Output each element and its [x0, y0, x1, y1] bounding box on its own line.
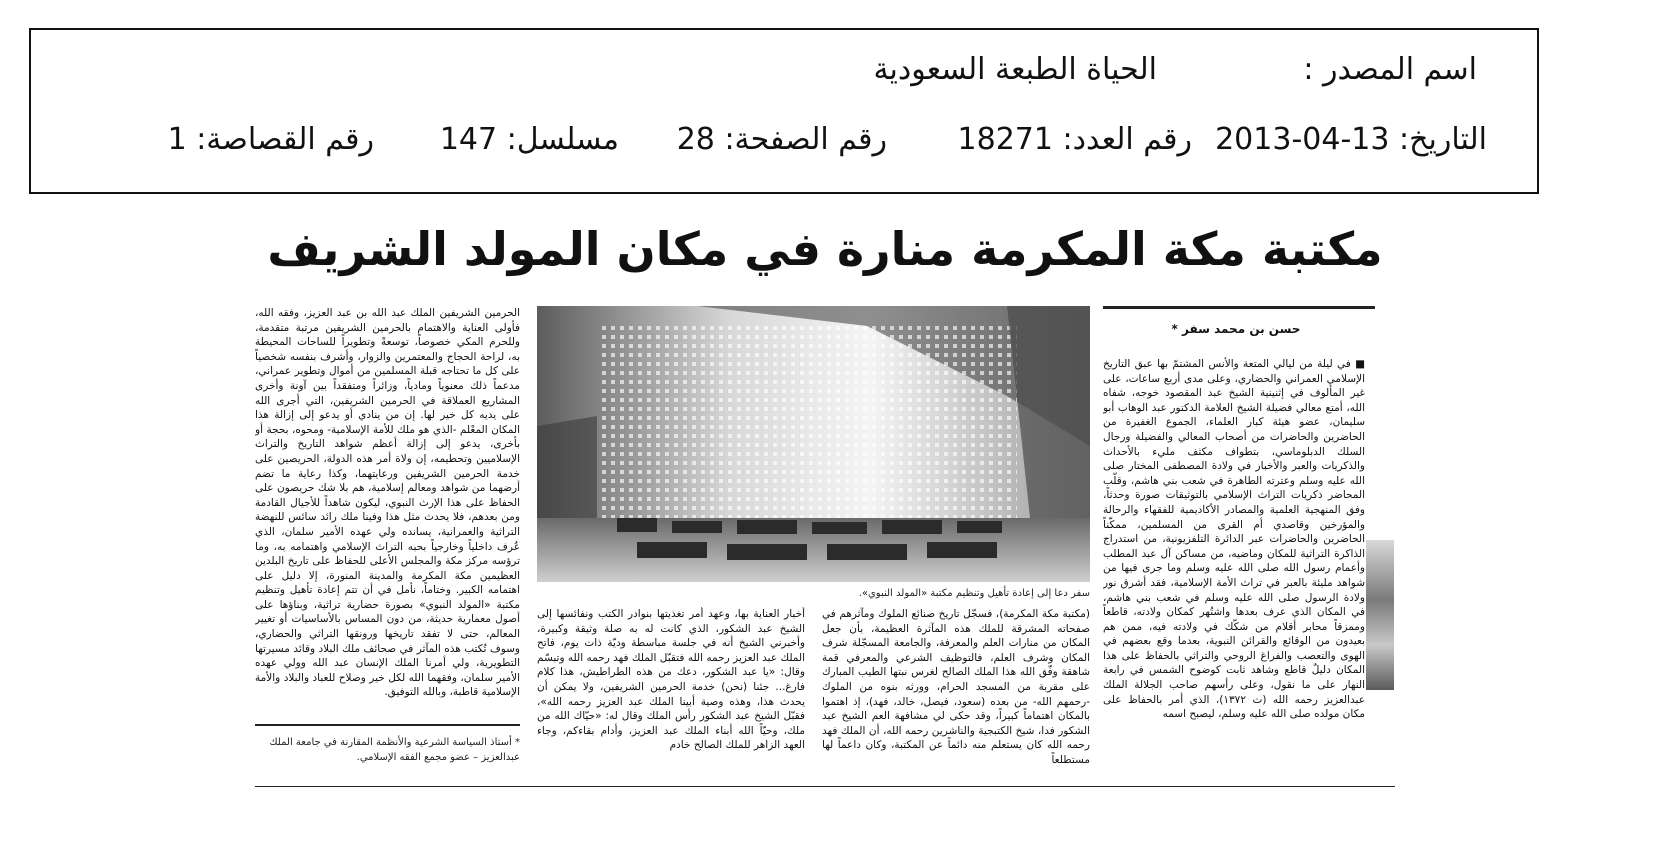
article-column-left: الحرمين الشريفين الملك عبد الله بن عبد العزيز، وفقه الله، فأولى العناية والاهتمام بالحرمين الشريفين مرتبة متقدمة، وللحرم المكي خصوصاً، توسعةً وتطويراً للساحات المحيطة به، لراحة الحجاج والمعتمرين والزوار، وأشرف بنفسه شخصياً على كل ما تحتاجه قبلة المسلمين من أموال وتطوير عمراني، مدعماً ذلك معنوياً ومادياً، وزائراً ومتفقداً بين آونة وأخرى المشاريع العملاقة في الحرمين الشريفين، التي أجرى الله على يديه كل خير لها. إن من ينادي أو يدعو إلى إزالة هذا المكان المعْلم -الذي هو ملك للأمة الإسلامية- ومحوه، بحجة أو بأخرى، يدعو إلى إزالة أعظم شواهد التاريخ والتراث الإسلاميين وتحطيمه، إن ولاة أمر هذه الدولة، الحريصين على خدمة الحرمين الشريفين ورعايتهما، وكذا رعاية ما تضم أرضهما من شواهد ومعالم إسلامية، هم بلا شك حريصون على الحفاظ على هذا الإرث النبوي، ليكون شاهداً للأجيال القادمة ومن بعدهم، فلا يحدث مثل هذا وفينا ملك رائد سائس للنهضة التراثية والعمرانية، يسانده ولي عهده الأمير سلمان، الذي عُرف داخلياً وخارجياً بحبه التراث الإسلامي واهتمامه به، وما ترؤسه مركز مكة والمجلس الأعلى للحفاظ على تاريخ البلدين العظيمين مكة المكرمة والمدينة المنورة، إلا دليل على اهتمامه الكبير. وختاماً، نأمل في أن تتم إعادة تأهيل وتنظيم مكتبة «المولد النبوي» بصورة حضارية تراثية، وبناؤها على أصول معمارية حديثة، من دون المساس بالأساسيات أو تغيير المعالم، حتى لا تفقد تاريخها ورونقها التراثي والحضاري، وسوف تُكتب هذه المآثر في صحائف ملك البلاد وقائد مسيرتها التطويرية، ولي أمرنا الملك الإنسان عبد الله وولي عهده الأمير سلمان، وفقهما الله لكل خير وصلاح للعباد والبلاد والأمة الإسلامية قاطبة، وبالله التوفيق. — [255, 307, 520, 699]
source-label: اسم المصدر : — [1303, 52, 1477, 87]
article-column-mid-left: أخبار العناية بها، وعهد أمر تغذيتها بنوادر الكتب ونفائسها إلى الشيخ عبد الشكور، الذي كانت له به صلة وثيقة وكبيرة، وأخبرني الشيخ أنه في جلسة مباسطة وديّة ذات يوم، فاتح الملك عبد العزيز رحمه الله فتقبّل الملك فهد رحمه الله وتبسّم وقال: «يا عبد الشكور، دعك من هذه الطراطيش، هذا كلام فارغ... جئنا (نحن) خدمة الحرمين الشريفين، ولا يمكن أن يحدث هذا، وهذه وصية أبينا الملك عبد العزيز رحمه الله»، فقبّل الشيخ عبد الشكور رأس الملك وقال له: «حيّاك الله من ملك، وحيّاً الله أبناء الملك عبد العزيز، وأدام بقاءكم، وجاء العهد الزاهر للملك الصالح خادم — [537, 608, 805, 752]
serial-number-field: مسلسل: 147 — [439, 122, 619, 157]
page-number-field: رقم الصفحة: 28 — [676, 122, 887, 157]
photo-caption: سفر دعا إلى إعادة تأهيل وتنظيم مكتبة «المولد النبوي». — [858, 588, 1090, 599]
date-field: التاريخ: 13-04-2013 — [1215, 122, 1487, 157]
article-column-mid-right: (مكتبة مكة المكرمة)، فسجّل تاريخ صنائع الملوك ومآثرهم في صفحاته المشرقة للملك هذه المآثرة العظيمة، بأن جعل المكان من منارات العلم والمعرفة، والجامعة المسجّلة شرف المكان وشرف العلم، فالتوظيف الشرعي والمعرفي قمة شاهقة وفّق الله هذا الملك الصالح لغرس نبتها الطيب المبارك على مقربة من المسجد الحرام، وورثه بنوه من الملوك -رحمهم الله- من بعده (سعود، فيصل، خالد، فهد)، إذ اهتموا بالمكان اهتماماً كبيراً، وقد حكى لي مشافهة العم الشيخ عبد الشكور فدا، شيخ الكتبجية والناشرين رحمه الله، أن الملك فهد رحمه الله كان يستعلم منه دائماً عن المكتبة، وكان داعماً لها مستطلعاً — [822, 608, 1090, 766]
photo-illustration — [537, 306, 1090, 582]
article-column-right: ■ في ليلة من ليالي المتعة والأنس المشتمّ بها عبق التاريخ الإسلامي العمراني والحضاري، وعلى مدى أربع ساعات، على غير المألوف في إثنينية الشيخ عبد المقصود خوجه، شفاه الله، أمتع معالي فضيلة الشيخ العلامة الدكتور عبد الوهاب أبو سليمان، عضو هيئة كبار العلماء، الجموع الغفيرة من الحاضرين والحاضرات من أصحاب المعالي والفضيلة ورجال السلك الدبلوماسي، بتطواف مكثف مليء بالأحداث والذكريات والعبر والأخبار في ولادة المصطفى المختار صلى الله عليه وسلم وعترته الطاهرة في شعب بني هاشم، وقلّب المحاضر ذكريات التراث الإسلامي بالتوثيقات صورة وحدثاً، وفق المنهجية العلمية والمصادر الأكاديمية للفقهاء والرحالة والمؤرخين وقاصدي أم القرى من المسلمين، ممكّناً الحاضرين والحاضرات عبر الدائرة التلفزيونية، من استدراج الذاكرة التراثية للمكان وماضيه، من مساكن آل عبد المطلب وأعمام رسول الله صلى الله عليه وسلم وما جرى فيها من شواهد مليئة بالعبر في تراث الأمة الإسلامية، فقد أشرق نور ولادة الرسول صلى الله عليه وسلم في شعب بني هاشم، في المكان الذي عرف بعدها واشتُهر كمكان ولادته، قاطعاً وممزقاً محابر أقلام من شكّك في ولادته فيه، ممن هم بعيدون من الوقائع والقرائن النبوية، بعدما وقع بعضهم في الهوى والتعصب والفراغ الروحي والتراثي بالحفاظ على هذا المكان دليلٌ قاطع وشاهد ثابت كوضوح الشمس في رابعة النهار على ما نقول، وعلى رأسهم صاحب الجلالة الملك عبدالعزيز رحمه الله (ت ١٣٧٢)، الذي أمر بالحفاظ على مكان مولده صلى الله عليه وسلم، ليصبح اسمه — [1103, 358, 1365, 721]
source-value: الحياة الطبعة السعودية — [873, 52, 1157, 87]
article-headline: مكتبة مكة المكرمة منارة في مكان المولد الشريف — [267, 222, 1383, 276]
bottom-rule — [255, 786, 1395, 787]
library-interior-photo — [537, 306, 1090, 582]
author-footnote: * أستاذ السياسة الشرعية والأنظمة المقارنة في جامعة الملك عبدالعزيز – عضو مجمع الفقه الإسلامي. — [269, 737, 520, 763]
footnote-rule — [255, 724, 520, 726]
side-image-fragment — [1366, 540, 1394, 690]
source-info-box — [29, 28, 1539, 194]
author-byline: حسن بن محمد سفر * — [1171, 322, 1301, 336]
issue-number-field: رقم العدد: 18271 — [957, 122, 1192, 157]
column-top-rule — [1103, 306, 1375, 309]
clip-number-field: رقم القصاصة: 1 — [167, 122, 374, 157]
